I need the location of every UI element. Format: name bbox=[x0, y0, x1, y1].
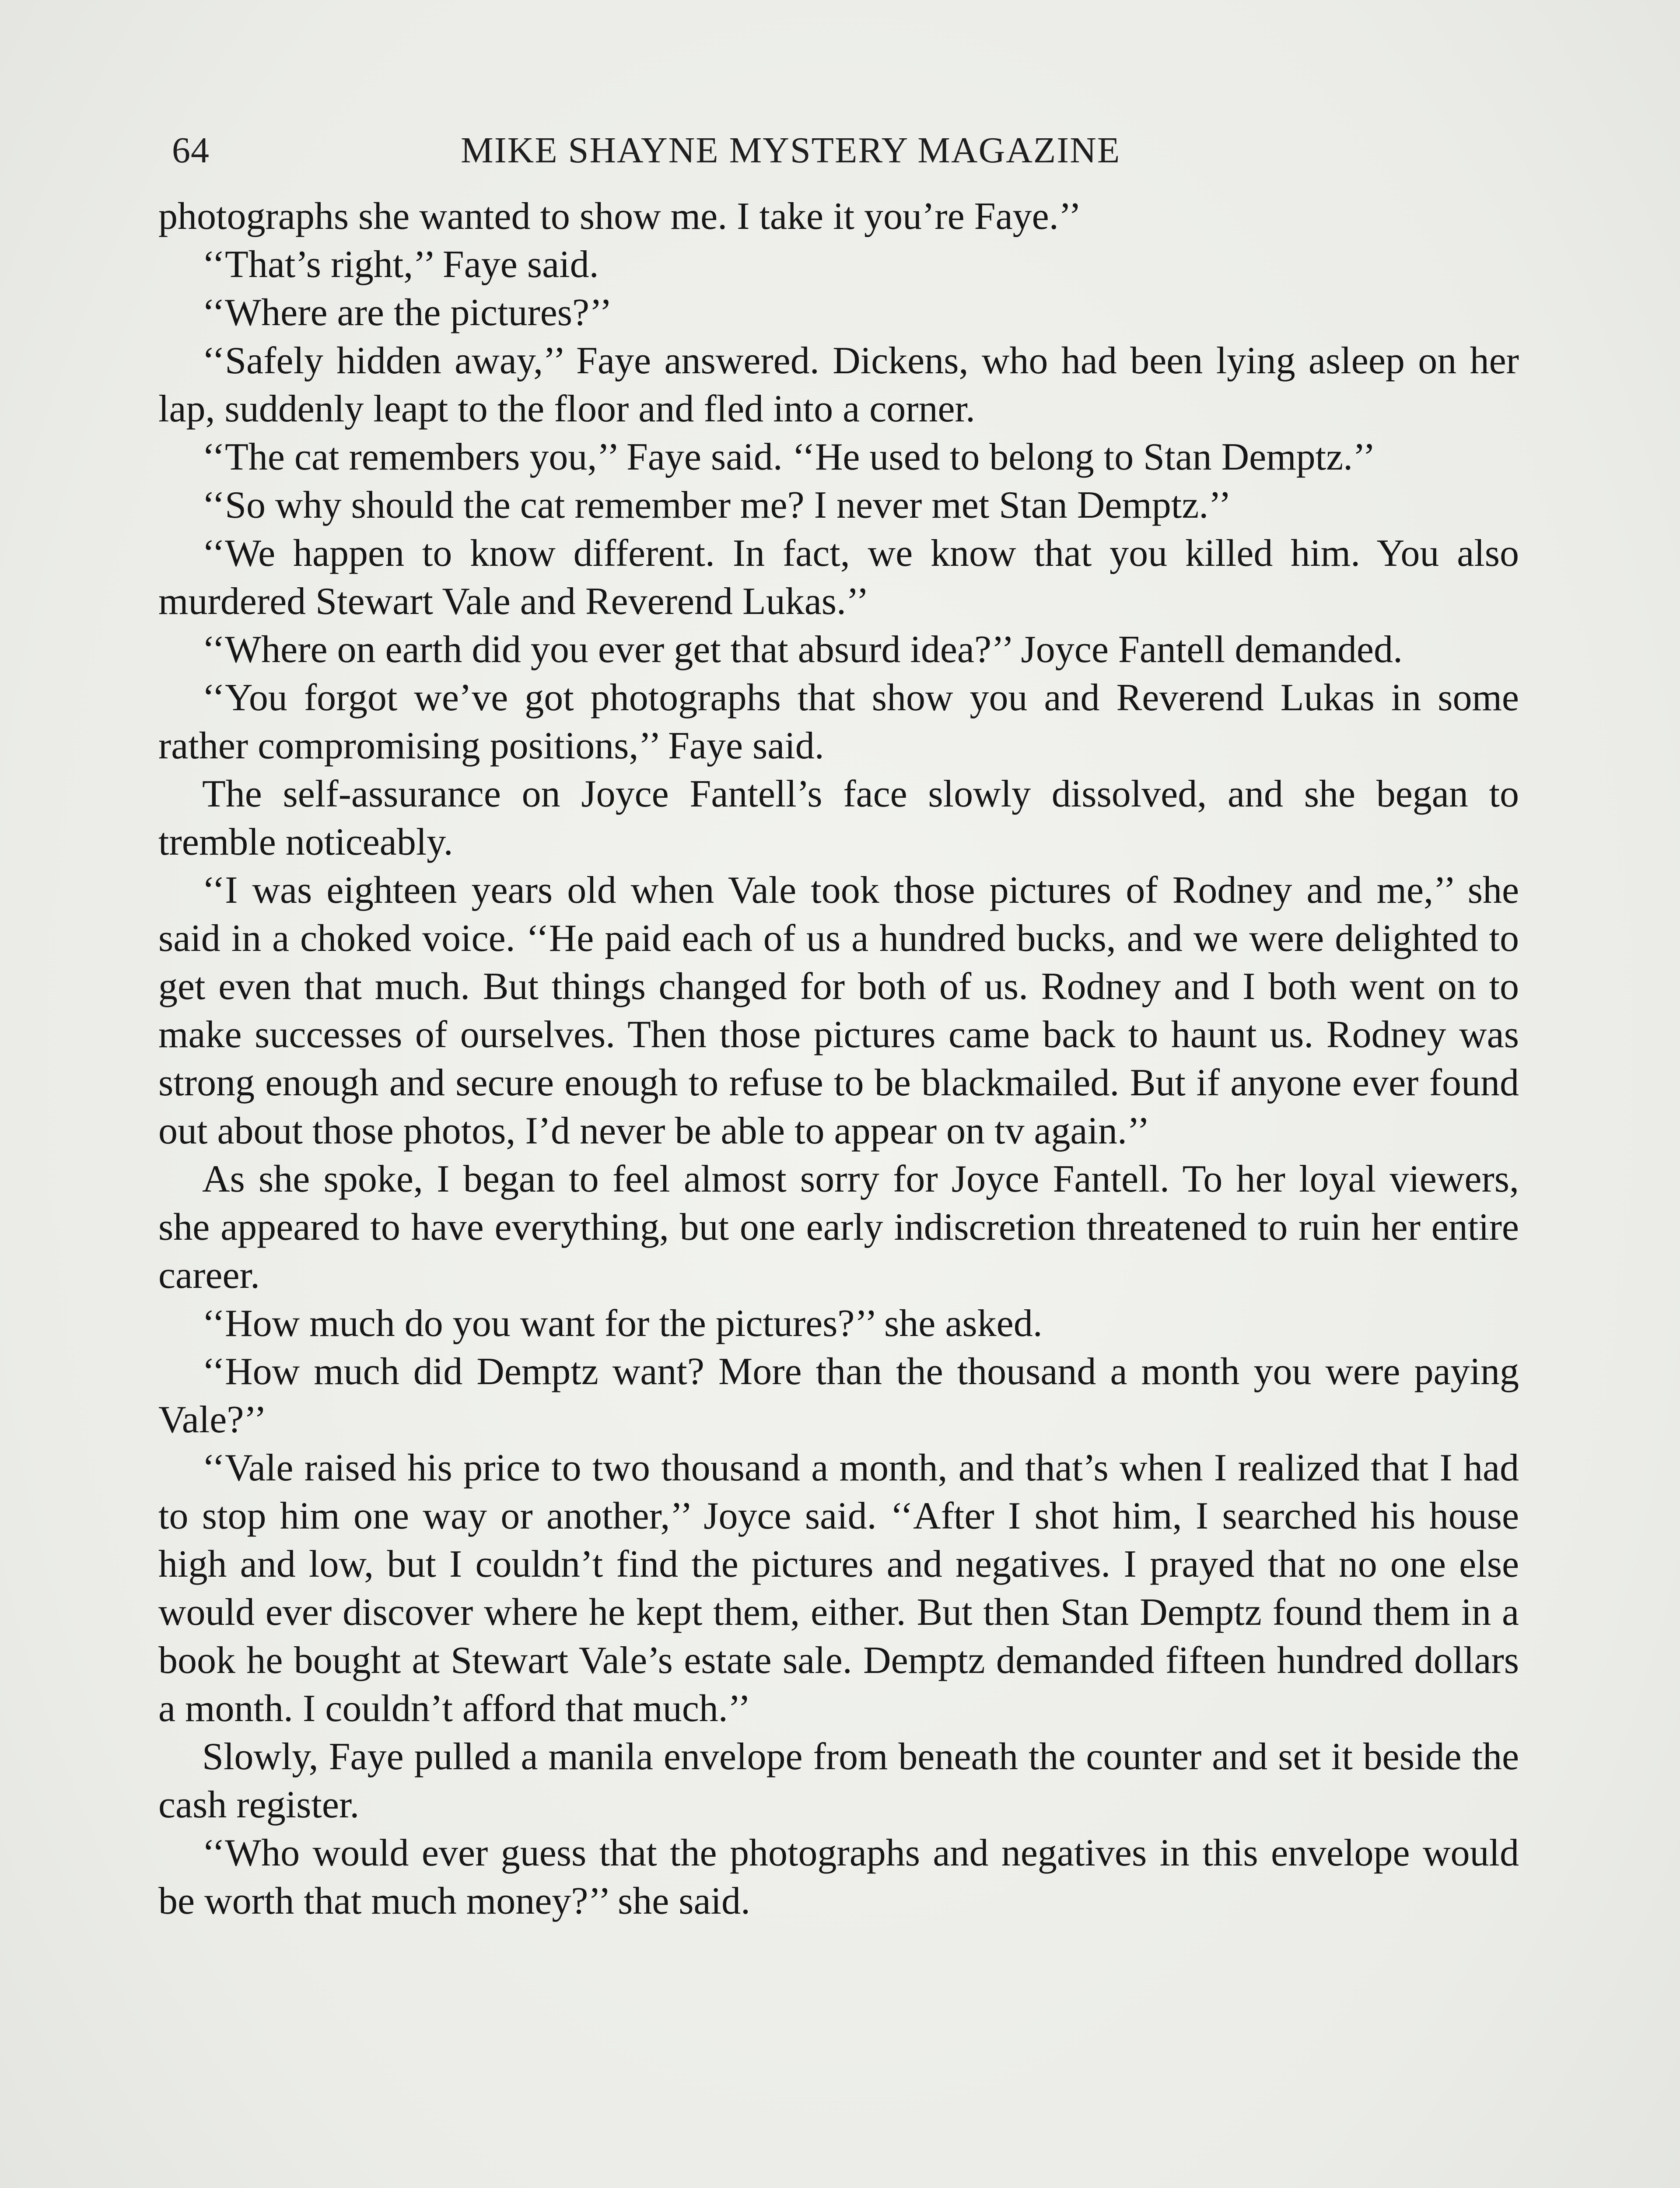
paragraph: photographs she wanted to show me. I take it you’re Faye.’’ bbox=[158, 195, 1082, 238]
paragraph: ‘‘Where are the pictures?’’ bbox=[202, 291, 612, 334]
paragraph: ‘‘I was eighteen years old when Vale took those pictures of Rodney and me,’’ she said in a choked voice. ‘‘He paid each of us a hundred bucks, and we were delighted to get even that much. But things changed for both of us. Rodney and I both went on to make successes of ourselves. Then those pictures came back to haunt us. Rodney was strong enough and secure enough to refuse to be blackmailed. But if anyone ever found out about those photos, I’d never be able to appear on tv again.’’ bbox=[158, 869, 1519, 1152]
paragraph: ‘‘How much did Demptz want? More than the thousand a month you were paying Vale?’’ bbox=[158, 1350, 1519, 1441]
paragraph: The self-assurance on Joyce Fantell’s face slowly dissolved, and she began to tremble noticeably. bbox=[158, 773, 1519, 863]
paragraph: ‘‘Vale raised his price to two thousand a month, and that’s when I realized that I had to stop him one way or another,’’ Joyce said. ‘‘After I shot him, I searched his house high and low, but I couldn’t find the pictures and negatives. I prayed that no one else would ever discover where he kept them, either. But then Stan Demptz found them in a book he bought at Stewart Vale’s estate sale. Demptz demanded fifteen hundred dollars a month. I couldn’t afford that much.’’ bbox=[158, 1447, 1519, 1730]
paragraph: ‘‘Where on earth did you ever get that absurd idea?’’ Joyce Fantell demanded. bbox=[202, 628, 1403, 671]
paragraph: As she spoke, I began to feel almost sorry for Joyce Fantell. To her loyal viewers, she appeared to have everything, but one early indiscretion threatened to ruin her entire career. bbox=[158, 1158, 1519, 1297]
paragraph: ‘‘Safely hidden away,’’ Faye answered. Dickens, who had been lying asleep on her lap, suddenly leapt to the floor and fled into a corner. bbox=[158, 340, 1519, 430]
story-text bbox=[158, 193, 1519, 1925]
page-number: 64 bbox=[172, 130, 210, 171]
paragraph: ‘‘So why should the cat remember me? I never met Stan Demptz.’’ bbox=[202, 484, 1232, 526]
paragraph: ‘‘Who would ever guess that the photographs and negatives in this envelope would be worth that much money?’’ she said. bbox=[158, 1832, 1519, 1922]
paragraph: ‘‘We happen to know different. In fact, we know that you killed him. You also murdered Stewart Vale and Reverend Lukas.’’ bbox=[158, 532, 1519, 623]
paragraph: Slowly, Faye pulled a manila envelope from beneath the counter and set it beside the cash register. bbox=[158, 1736, 1519, 1826]
paragraph: ‘‘How much do you want for the pictures?’’ she asked. bbox=[202, 1302, 1043, 1345]
page-header bbox=[172, 129, 1484, 182]
paragraph: ‘‘The cat remembers you,’’ Faye said. ‘‘He used to belong to Stan Demptz.’’ bbox=[202, 436, 1376, 478]
paragraph: ‘‘That’s right,’’ Faye said. bbox=[202, 243, 599, 286]
paragraph: ‘‘You forgot we’ve got photographs that show you and Reverend Lukas in some rather compromising positions,’’ Faye said. bbox=[158, 677, 1519, 767]
running-head: MIKE SHAYNE MYSTERY MAGAZINE bbox=[461, 130, 1121, 171]
